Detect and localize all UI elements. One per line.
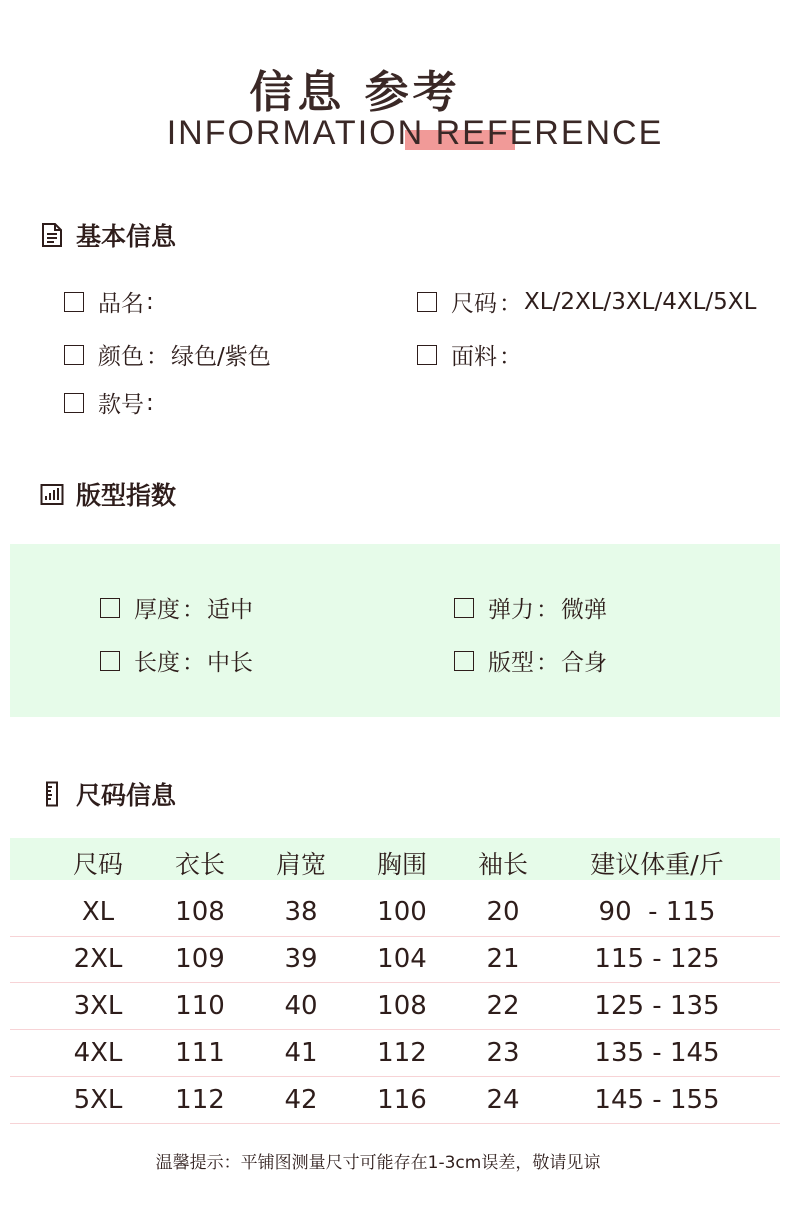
table-cell: 38 [284, 897, 318, 927]
page-subtitle [167, 114, 664, 153]
table-cell: 116 [377, 1085, 427, 1115]
checkbox [454, 598, 474, 618]
item-label: 版型 [488, 650, 534, 676]
item-label: 尺码 [451, 291, 497, 317]
basic-item-style-no: 款号 : [64, 386, 156, 419]
ruler-icon [40, 781, 64, 807]
checkbox [100, 598, 120, 618]
section-title-basic: 基本信息 [76, 222, 177, 251]
table-cell: 90 - 115 [598, 897, 716, 927]
item-value: 微弹 [561, 597, 607, 623]
item-label: 款号 [98, 392, 144, 418]
table-cell: 20 [486, 897, 520, 927]
basic-item-name: 品名 : [64, 285, 156, 318]
checkbox [100, 651, 120, 671]
page-title: 信息 参考 [249, 67, 461, 118]
item-label: 弹力 [488, 597, 534, 623]
checkbox [417, 292, 437, 312]
table-cell: 125 - 135 [594, 991, 720, 1021]
checkbox [417, 345, 437, 365]
checkbox [454, 651, 474, 671]
table-cell: 111 [175, 1038, 225, 1068]
table-row-divider [10, 1076, 780, 1077]
table-cell: 2XL [73, 944, 123, 974]
table-cell: 5XL [73, 1085, 123, 1115]
table-cell: 24 [486, 1085, 520, 1115]
table-cell: 40 [284, 991, 318, 1021]
checkbox [64, 292, 84, 312]
basic-item-size: 尺码 ： XL/2XL/3XL/4XL/5XL [417, 285, 756, 318]
table-cell: 108 [377, 991, 427, 1021]
item-value: XL/2XL/3XL/4XL/5XL [524, 288, 757, 315]
table-cell: 100 [377, 897, 427, 927]
item-value: 中长 [207, 650, 253, 676]
checkbox [64, 393, 84, 413]
table-cell: 42 [284, 1085, 318, 1115]
item-label: 颜色 [98, 344, 144, 370]
section-size-info [40, 778, 176, 810]
table-cell: 110 [175, 991, 225, 1021]
table-cell: 115 - 125 [594, 944, 720, 974]
table-row-divider [10, 936, 780, 937]
table-cell: 4XL [73, 1038, 123, 1068]
table-header-cell: 胸围 [376, 850, 428, 879]
table-cell: 112 [175, 1085, 225, 1115]
section-title-fit: 版型指数 [76, 481, 177, 510]
table-header-cell: 袖长 [477, 850, 529, 879]
table-header-cell: 肩宽 [275, 850, 327, 879]
fit-panel [10, 544, 780, 717]
basic-item-fabric: 面料 ： [417, 338, 524, 371]
checkbox [64, 345, 84, 365]
table-cell: 104 [377, 944, 427, 974]
table-cell: 21 [486, 944, 520, 974]
section-basic-info [40, 219, 176, 251]
fit-item-cut: 版型 ： 合身 [454, 644, 607, 677]
table-cell: 22 [486, 991, 520, 1021]
table-row-divider [10, 1123, 780, 1124]
table-row-divider [10, 1029, 780, 1030]
bar-chart-icon [40, 481, 64, 507]
item-value: 绿色/紫色 [171, 344, 271, 370]
footnote: 温馨提示：平铺图测量尺寸可能存在1-3cm误差，敬请见谅 [155, 1153, 601, 1173]
section-title-size: 尺码信息 [76, 781, 177, 810]
table-header-cell: 衣长 [174, 850, 226, 879]
item-label: 厚度 [134, 597, 180, 623]
table-cell: 41 [284, 1038, 318, 1068]
item-label: 品名 [98, 291, 144, 317]
table-cell: 39 [284, 944, 318, 974]
fit-item-thickness: 厚度 ： 适中 [100, 591, 253, 624]
table-row-divider [10, 982, 780, 983]
table-header-cell: 尺码 [72, 850, 124, 879]
fit-item-elasticity: 弹力 ： 微弹 [454, 591, 607, 624]
table-cell: 3XL [73, 991, 123, 1021]
page-subtitle-wrap [20, 114, 790, 153]
table-cell: 135 - 145 [594, 1038, 720, 1068]
table-cell: 145 - 155 [594, 1085, 720, 1115]
document-icon [40, 222, 64, 248]
item-value: 适中 [207, 597, 253, 623]
table-header-cell: 建议体重/斤 [590, 850, 724, 879]
page-subtitle-text: INFORMATION REFERENCE [166, 114, 664, 152]
table-cell: 108 [175, 897, 225, 927]
table-cell: 109 [175, 944, 225, 974]
section-fit-index [40, 478, 176, 510]
item-value: 合身 [561, 650, 607, 676]
item-label: 面料 [451, 344, 497, 370]
table-cell: 23 [486, 1038, 520, 1068]
fit-item-length: 长度 ： 中长 [100, 644, 253, 677]
basic-item-color: 颜色 ： 绿色/紫色 [64, 338, 271, 371]
table-cell: 112 [377, 1038, 427, 1068]
table-cell: XL [81, 897, 115, 927]
item-label: 长度 [134, 650, 180, 676]
